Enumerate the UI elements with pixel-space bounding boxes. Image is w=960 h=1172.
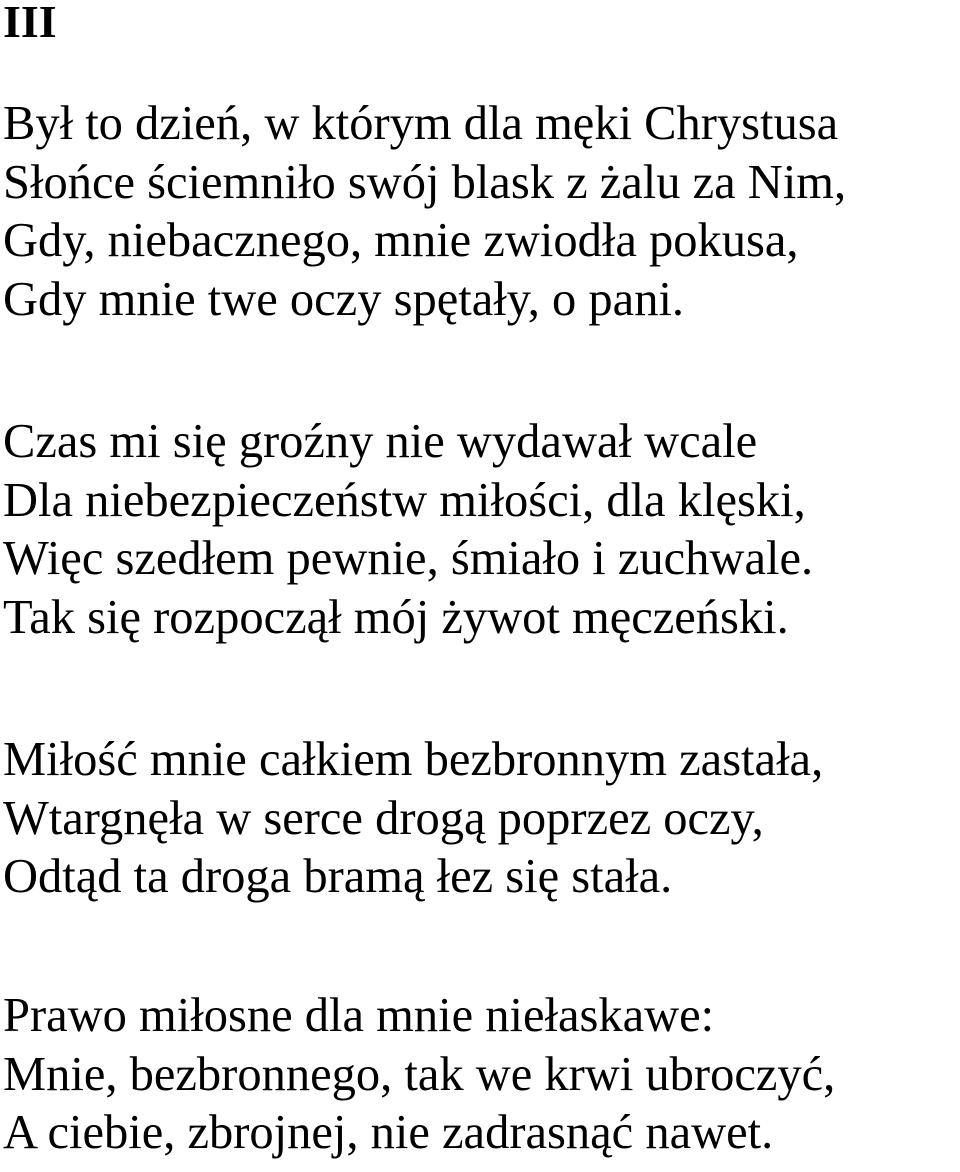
verse-line: Był to dzień, w którym dla męki Chrystusa (3, 97, 839, 150)
verse-line: Tak się rozpoczął mój żywot męczeński. (3, 590, 789, 644)
stanza-2 (3, 413, 813, 647)
verse-line: Czas mi się groźny nie wydawał wcale (3, 415, 758, 468)
verse-line: Słońce ściemniło swój blask z żalu za Nim, (3, 155, 847, 209)
verse-line: Odtąd ta droga bramą łez się stała. (3, 850, 673, 903)
verse-line: Gdy mnie twe oczy spętały, o pani. (3, 272, 685, 326)
verse-line: Wtargnęła w serce drogą poprzez oczy, (3, 791, 764, 845)
section-heading: III (3, 0, 57, 47)
stanza-4 (3, 987, 835, 1163)
verse-line: Prawo miłosne dla mnie niełaskawe: (3, 989, 715, 1042)
stanza-3 (3, 731, 823, 907)
verse-line: Gdy, niebacznego, mnie zwiodła pokusa, (3, 214, 799, 267)
verse-line: Więc szedłem pewnie, śmiało i zuchwale. (3, 532, 814, 585)
verse-line: Mnie, bezbronnego, tak we krwi ubroczyć, (3, 1047, 836, 1101)
verse-line: Miłość mnie całkiem bezbronnym zastała, (3, 733, 824, 786)
verse-line: A ciebie, zbrojnej, nie zadrasnąć nawet. (3, 1106, 774, 1159)
stanza-1 (3, 95, 846, 329)
verse-line: Dla niebezpieczeństw miłości, dla klęski, (3, 473, 806, 527)
